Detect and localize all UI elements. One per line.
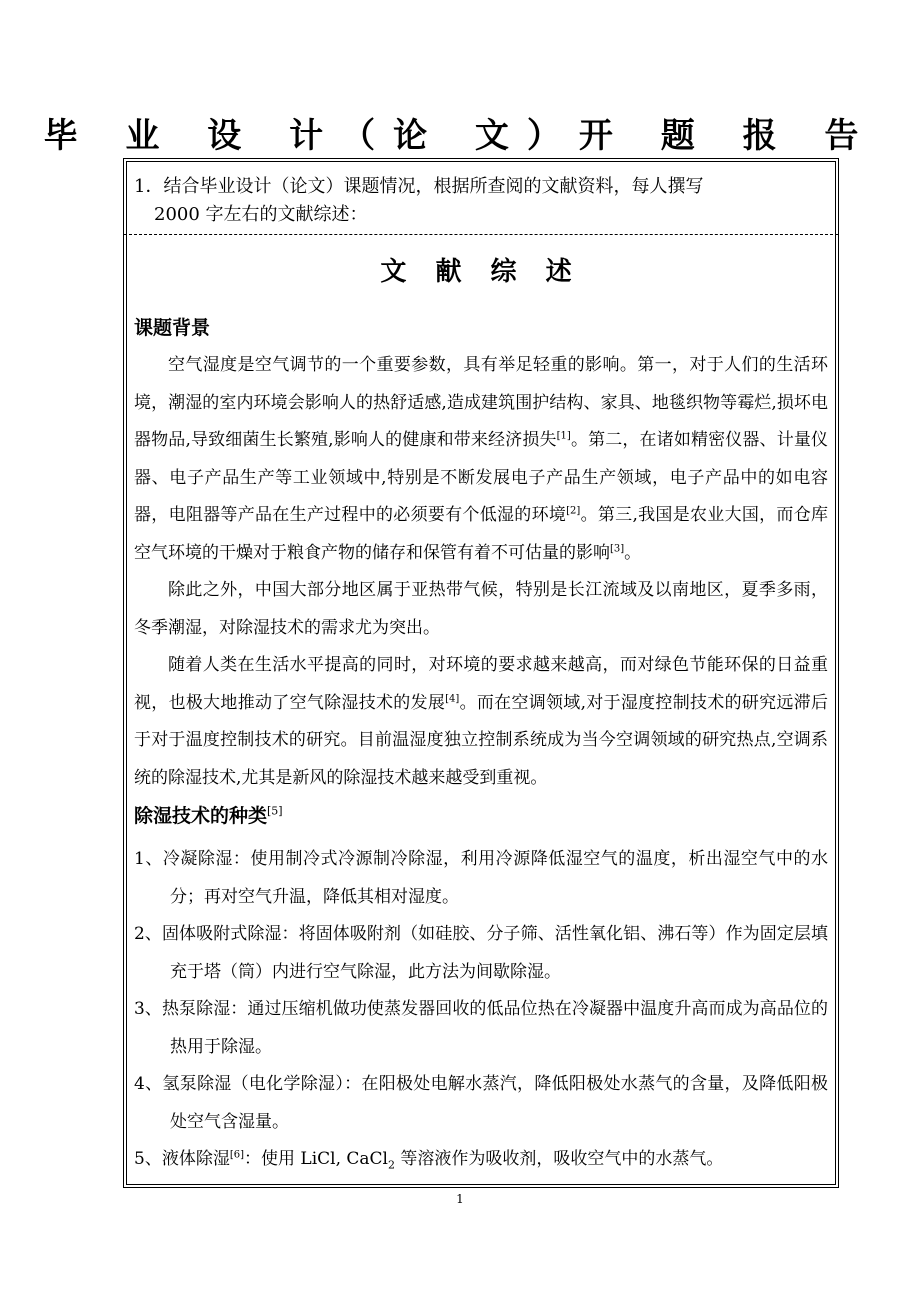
dashed-divider (124, 234, 838, 235)
citation: [3] (610, 542, 625, 554)
text-span: 。第二，在诸如精密仪器、计量仪器、电子产品生产等工业领域中,特别是不断发展电子产品生产领域，电子产品中的如电容器，电阻器等产品在生产过程中的必须要有个低湿的环境 (134, 430, 828, 525)
paragraph-2: 除此之外，中国大部分地区属于亚热带气候，特别是长江流域及以南地区，夏季多雨，冬季潮湿，对除湿技术的需求尤为突出。 (134, 580, 828, 638)
section-heading-techniques (134, 797, 828, 835)
prompt-line-2: 2000 字左右的文献综述： (154, 204, 368, 225)
list-item: 2、固体吸附式除湿：将固体吸附剂（如硅胶、分子筛、活性氧化铝、沸石等）作为固定层填充于塔（筒）内进行空气除湿，此方法为间歇除湿。 (134, 924, 828, 982)
text-span: 。而在空调领域,对于湿度控制技术的研究远滞后于对于温度控制技术的研究。目前温湿度独立控制系统成为当今空调领域的研究热点,空调系统的除湿技术,尤其是新风的除湿技术越来越受到重视。 (134, 692, 828, 788)
page-title: 毕 业 设 计（论 文）开 题 报 告 (43, 116, 877, 156)
paragraph-1 (134, 347, 828, 572)
citation: [5] (267, 804, 283, 818)
text-span: 等溶液作为吸收剂，吸收空气中的水蒸气。 (394, 1149, 724, 1169)
citation: [4] (445, 692, 460, 704)
list-item: 4、氢泵除湿（电化学除湿）：在阳极处电解水蒸汽，降低阳极处水蒸气的含量，及降低阳极处空气含湿量。 (134, 1074, 828, 1132)
list-item: 1、冷凝除湿：使用制冷式冷源制冷除湿，利用冷源降低湿空气的温度，析出湿空气中的水分；再对空气升温，降低其相对湿度。 (134, 849, 828, 907)
prompt-line-1: 1．结合毕业设计（论文）课题情况，根据所查阅的文献资料，每人撰写 (134, 176, 704, 197)
text-span: 。第三,我国是农业大国，而仓库空气环境的干燥对于粮食产物的储存和保管有着不可估量的影响 (134, 505, 828, 563)
citation: [2] (566, 505, 581, 517)
list-item: 3、热泵除湿：通过压缩机做功使蒸发器回收的低品位热在冷凝器中温度升高而成为高品位的热用于除湿。 (134, 999, 828, 1057)
text-span: 随着人类在生活水平提高的同时，对环境的要求越来越高，而对绿色节能环保的日益重视，也极大地推动了空气除湿技术的发展 (134, 655, 828, 713)
text-span: 5、液体除湿 (134, 1149, 230, 1169)
review-content (134, 309, 828, 1179)
page-number: 1 (456, 1192, 464, 1206)
subscript: 2 (387, 1158, 395, 1172)
heading-text: 除湿技术的种类 (134, 805, 268, 827)
paragraph-3 (134, 647, 828, 797)
section-heading-background: 课题背景 (134, 317, 211, 339)
review-title: 文 献 综 述 (380, 257, 582, 287)
text-span: ：使用 LiCl, CaCl (244, 1149, 388, 1169)
text-span: 。 (624, 542, 642, 563)
text-span: 空气湿度是空气调节的一个重要参数，具有举足轻重的影响。第一，对于人们的生活环境，潮湿的室内环境会影响人的热舒适感,造成建筑围护结构、家具、地毯织物等霉烂,损坏电器物品,导致细菌生长繁殖,影响人的健康和带来经济损失 (134, 355, 828, 450)
citation: [6] (229, 1149, 244, 1161)
citation: [1] (556, 430, 571, 442)
list-item (134, 1141, 828, 1179)
report-frame (123, 158, 839, 1188)
instruction-prompt (134, 173, 824, 229)
